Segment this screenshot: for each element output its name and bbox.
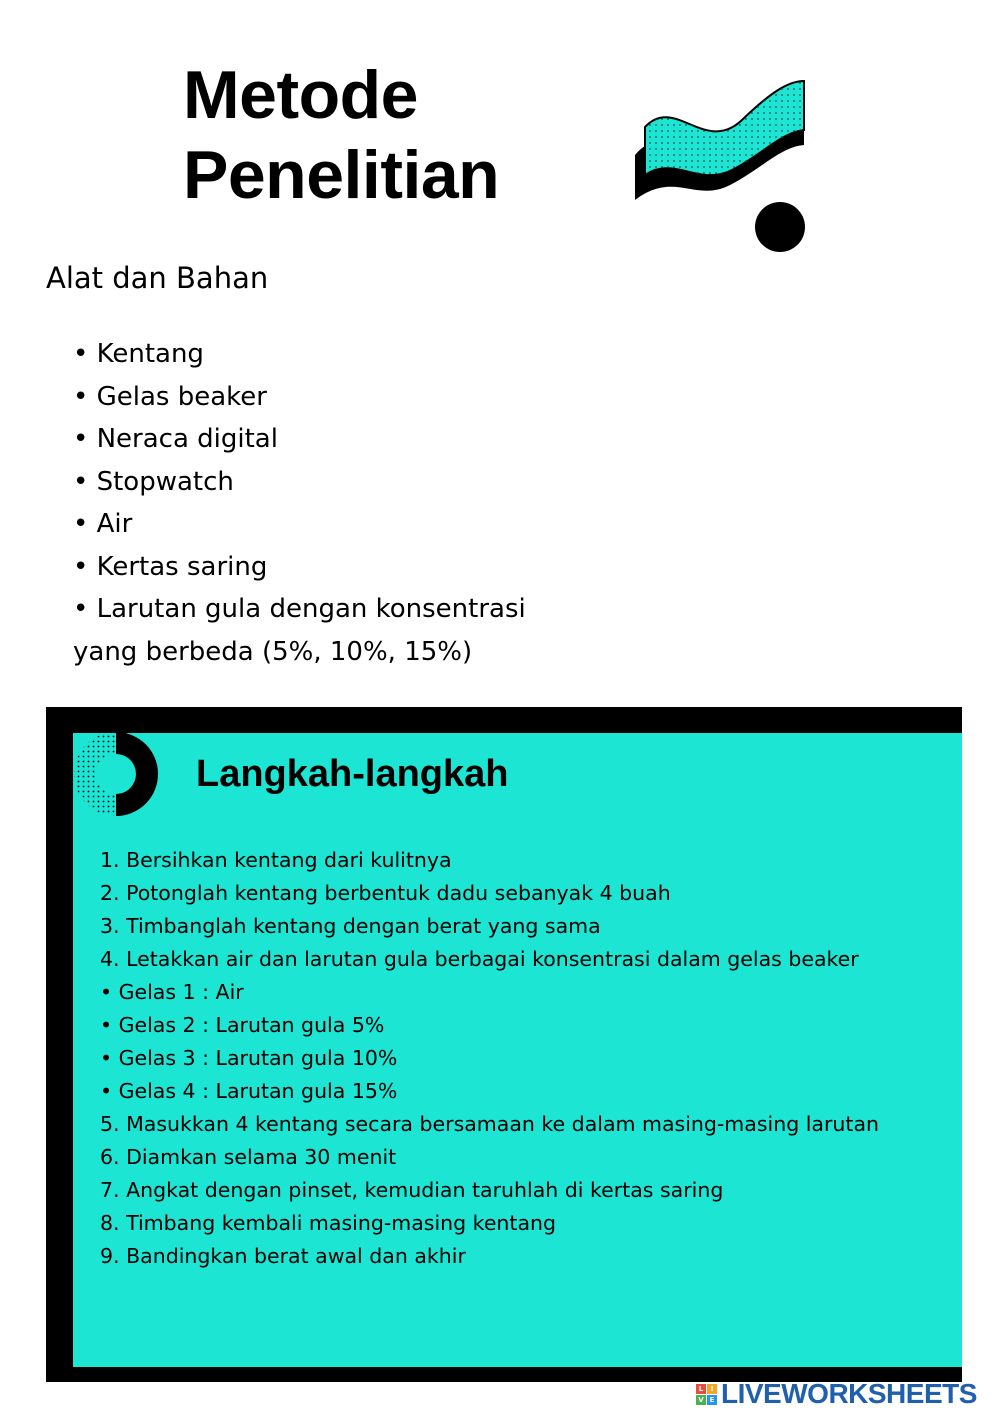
liveworksheets-logo-icon <box>696 1384 717 1405</box>
step-item: 1. Bersihkan kentang dari kulitnya <box>100 848 452 872</box>
logo-letter: I <box>707 1384 717 1394</box>
list-item: • Neraca digital <box>73 424 278 454</box>
dotted-ring-decoration-icon <box>72 730 160 818</box>
list-item: • Kentang <box>73 339 204 369</box>
logo-letter: V <box>696 1395 706 1405</box>
step-item: 4. Letakkan air dan larutan gula berbagai konsentrasi dalam gelas beaker <box>100 947 859 971</box>
step-item: 6. Diamkan selama 30 menit <box>100 1145 397 1169</box>
step-item: 8. Timbang kembali masing-masing kentang <box>100 1211 557 1235</box>
step-item: • Gelas 1 : Air <box>100 980 244 1004</box>
liveworksheets-text: LIVEWORKSHEETS <box>721 1378 977 1409</box>
liveworksheets-watermark[interactable] <box>696 1378 977 1410</box>
step-item: • Gelas 2 : Larutan gula 5% <box>100 1013 385 1037</box>
list-item: • Kertas saring <box>73 551 268 582</box>
list-item: • Stopwatch <box>73 466 234 497</box>
logo-letter: L <box>696 1384 706 1394</box>
logo-letter: E <box>707 1395 717 1405</box>
steps-title: Langkah-langkah <box>196 753 509 795</box>
step-item: 3. Timbanglah kentang dengan berat yang sama <box>100 914 601 938</box>
page-title-line-2: Penelitian <box>183 137 500 213</box>
steps-list <box>100 844 879 1273</box>
alat-heading: Alat dan Bahan <box>46 261 269 295</box>
list-item: • Air <box>73 509 133 539</box>
step-item: 2. Potonglah kentang berbentuk dadu sebanyak 4 buah <box>100 881 671 905</box>
step-item: 5. Masukkan 4 kentang secara bersamaan ke dalam masing-masing larutan <box>100 1112 880 1136</box>
list-item: yang berbeda (5%, 10%, 15%) <box>73 636 473 667</box>
step-item: • Gelas 4 : Larutan gula 15% <box>100 1079 398 1103</box>
list-item: • Larutan gula dengan konsentrasi <box>73 594 526 624</box>
step-item: 7. Angkat dengan pinset, kemudian taruhlah di kertas saring <box>100 1178 724 1202</box>
page-title <box>183 55 499 215</box>
list-item: • Gelas beaker <box>73 381 267 412</box>
circle-decoration-icon <box>755 202 805 252</box>
alat-list <box>73 333 526 673</box>
page-title-line-1: Metode <box>183 57 418 133</box>
step-item: • Gelas 3 : Larutan gula 10% <box>100 1046 398 1070</box>
step-item: 9. Bandingkan berat awal dan akhir <box>100 1244 466 1268</box>
wave-decoration-icon <box>630 75 810 210</box>
